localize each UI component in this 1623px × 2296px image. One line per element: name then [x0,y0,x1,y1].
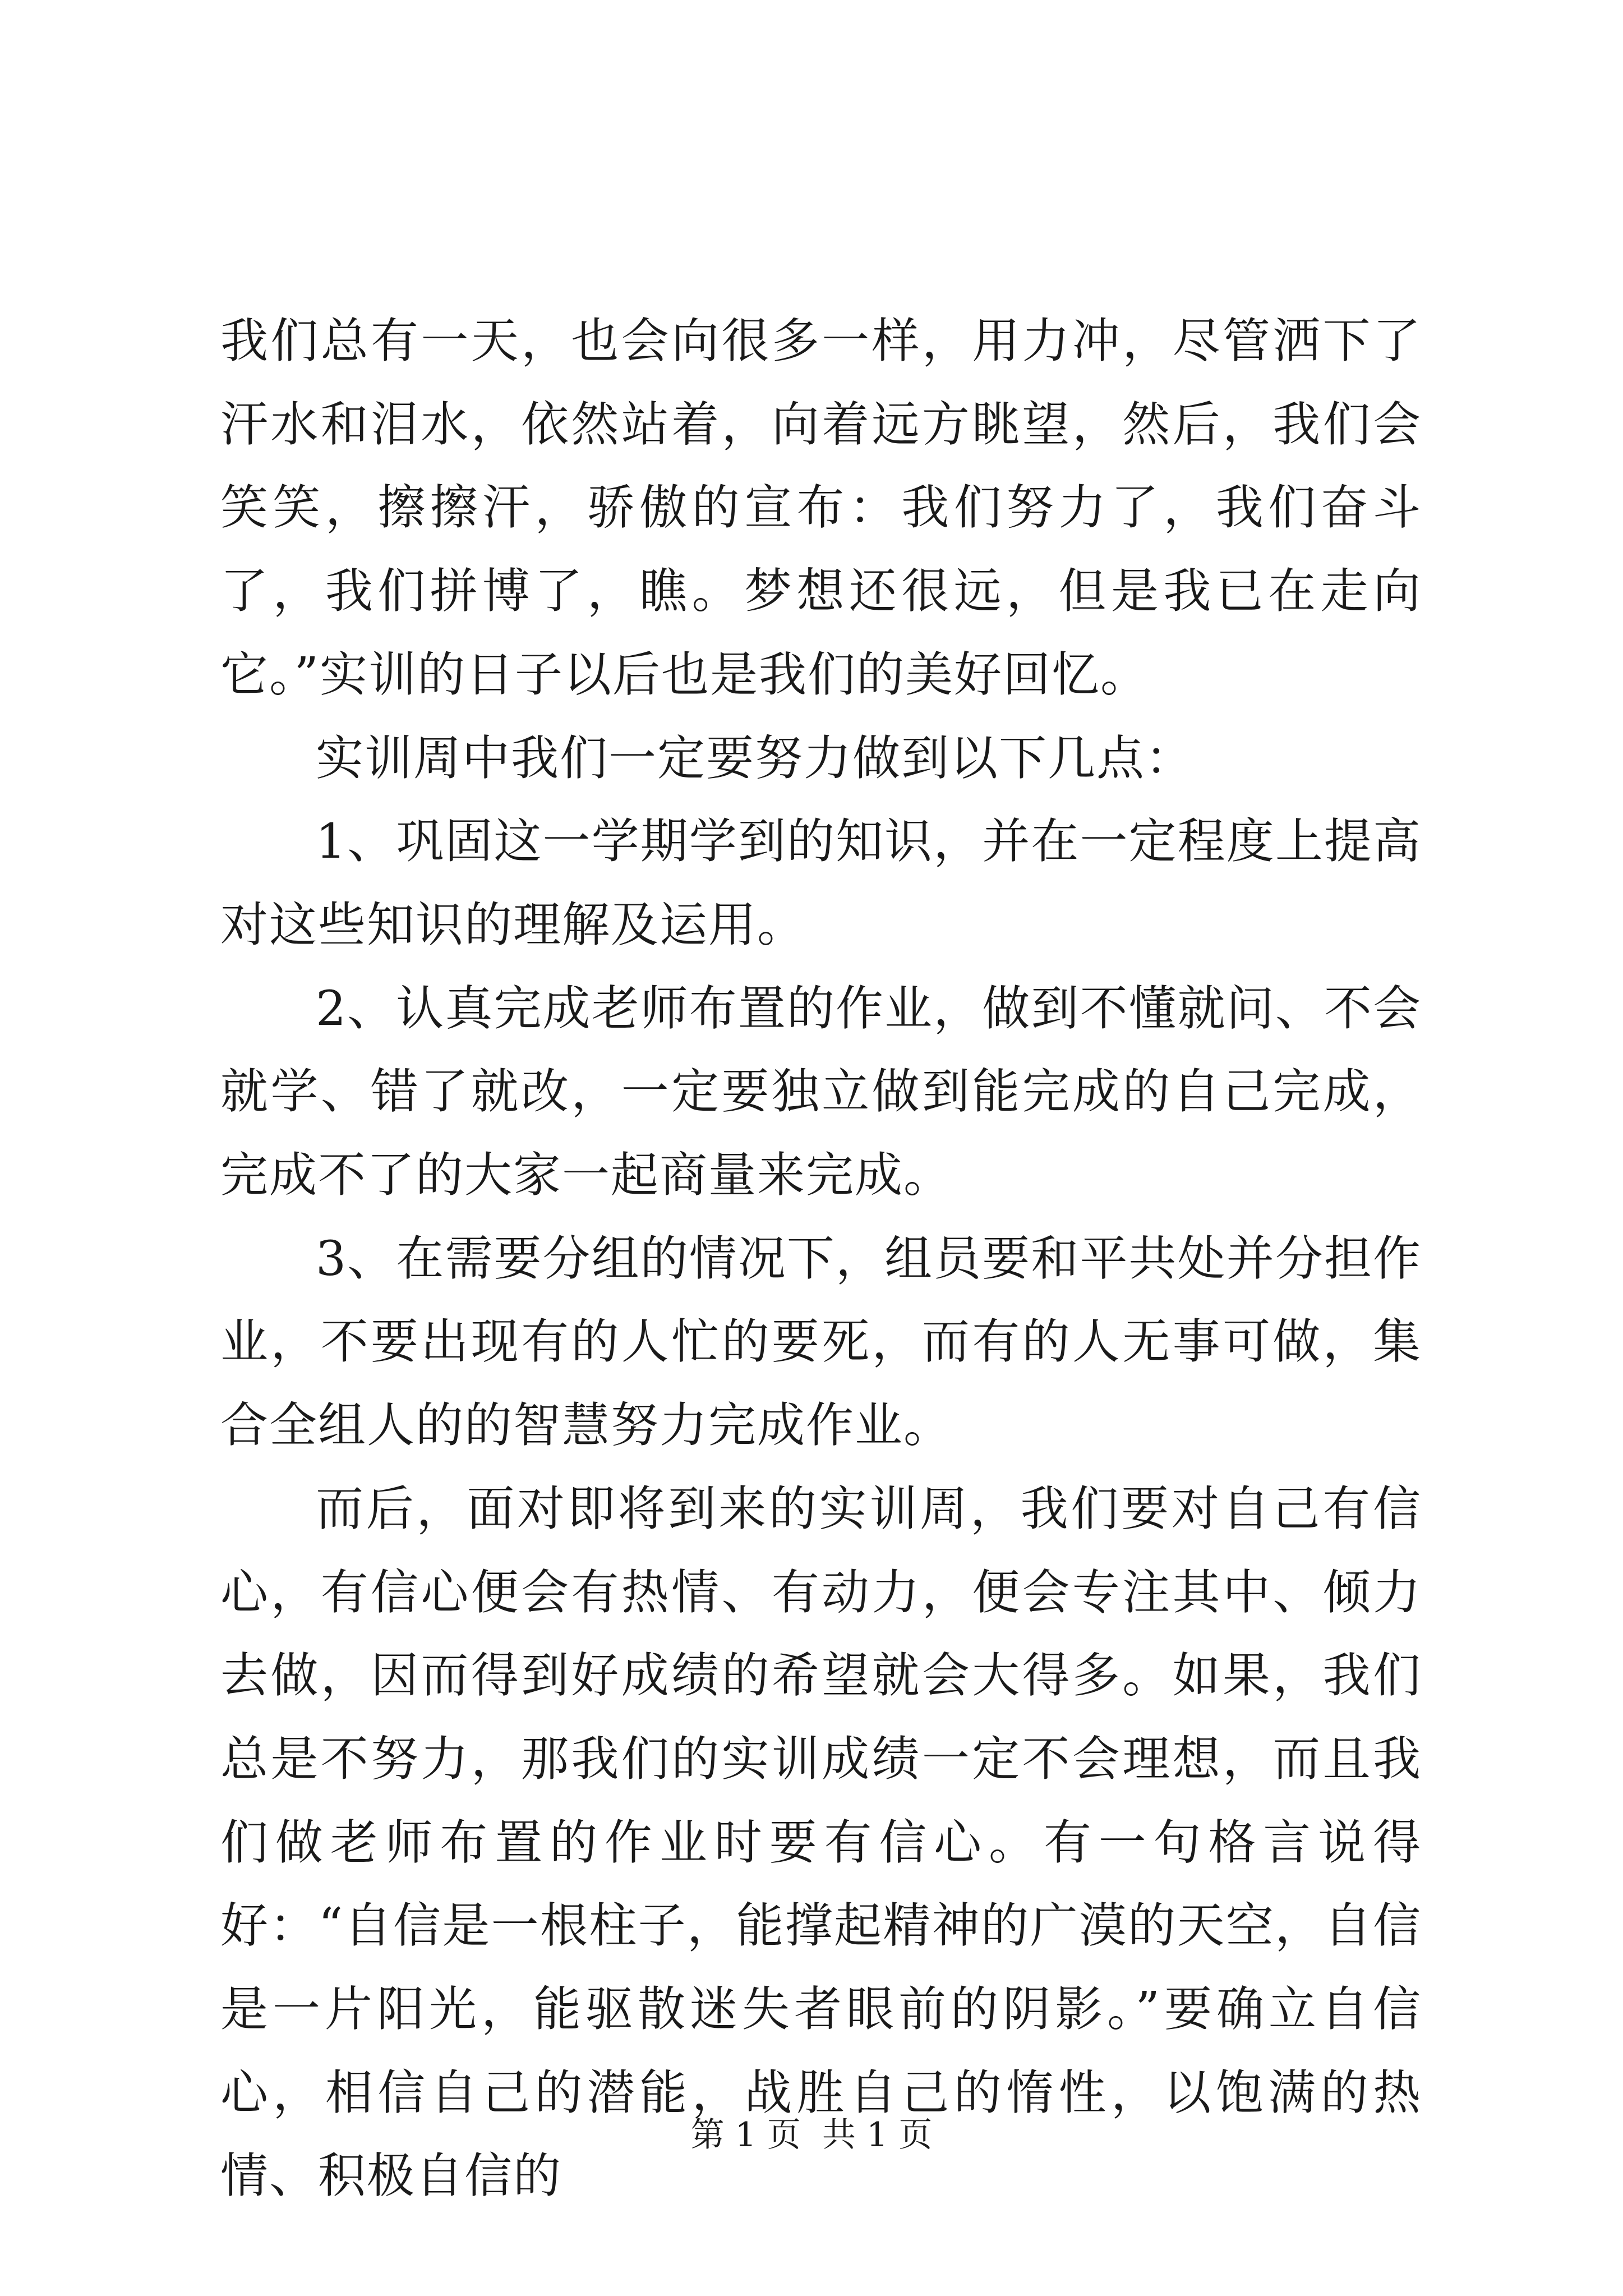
paragraph-2: 实训周中我们一定要努力做到以下几点： [316,730,1195,786]
paragraph-3: 1、巩固这一学期学到的知识，并在一定程度上提高对这些知识的理解及运用。 [220,814,1422,953]
paragraph-4: 2、认真完成老师布置的作业，做到不懂就问、不会就学、错了就改，一定要独立做到能完成的自己完成，完成不了的大家一起商量来完成。 [220,981,1422,1204]
page-footer [0,2108,1623,2156]
paragraph-5: 3、在需要分组的情况下，组员要和平共处并分担作业，不要出现有的人忙的要死，而有的人无事可做，集合全组人的的智慧努力完成作业。 [220,1231,1422,1454]
document-body [220,300,1422,2219]
paragraph-1: 我们总有一天，也会向很多一样，用力冲，尽管洒下了汗水和泪水，依然站着，向着远方眺望，然后，我们会笑笑，擦擦汗，骄傲的宣布：我们努力了，我们奋斗了，我们拼博了，瞧。梦想还很远，但是我已在走向它。”实训的日子以后也是我们的美好回忆。 [220,314,1422,703]
page-number-label: 第 1 页 共 1 页 [690,2115,933,2155]
paragraph-6: 而后，面对即将到来的实训周，我们要对自己有信心，有信心便会有热情、有动力，便会专注其中、倾力去做，因而得到好成绩的希望就会大得多。如果，我们总是不努力，那我们的实训成绩一定不会理想，而且我们做老师布置的作业时要有信心。有一句格言说得好：“自信是一根柱子，能撑起精神的广漠的天空，自信是一片阳光，能驱散迷失者眼前的阴影。”要确立自信心，相信自己的潜能，战胜自己的惰性，以饱满的热情、积极自信的 [220,1481,1422,2205]
